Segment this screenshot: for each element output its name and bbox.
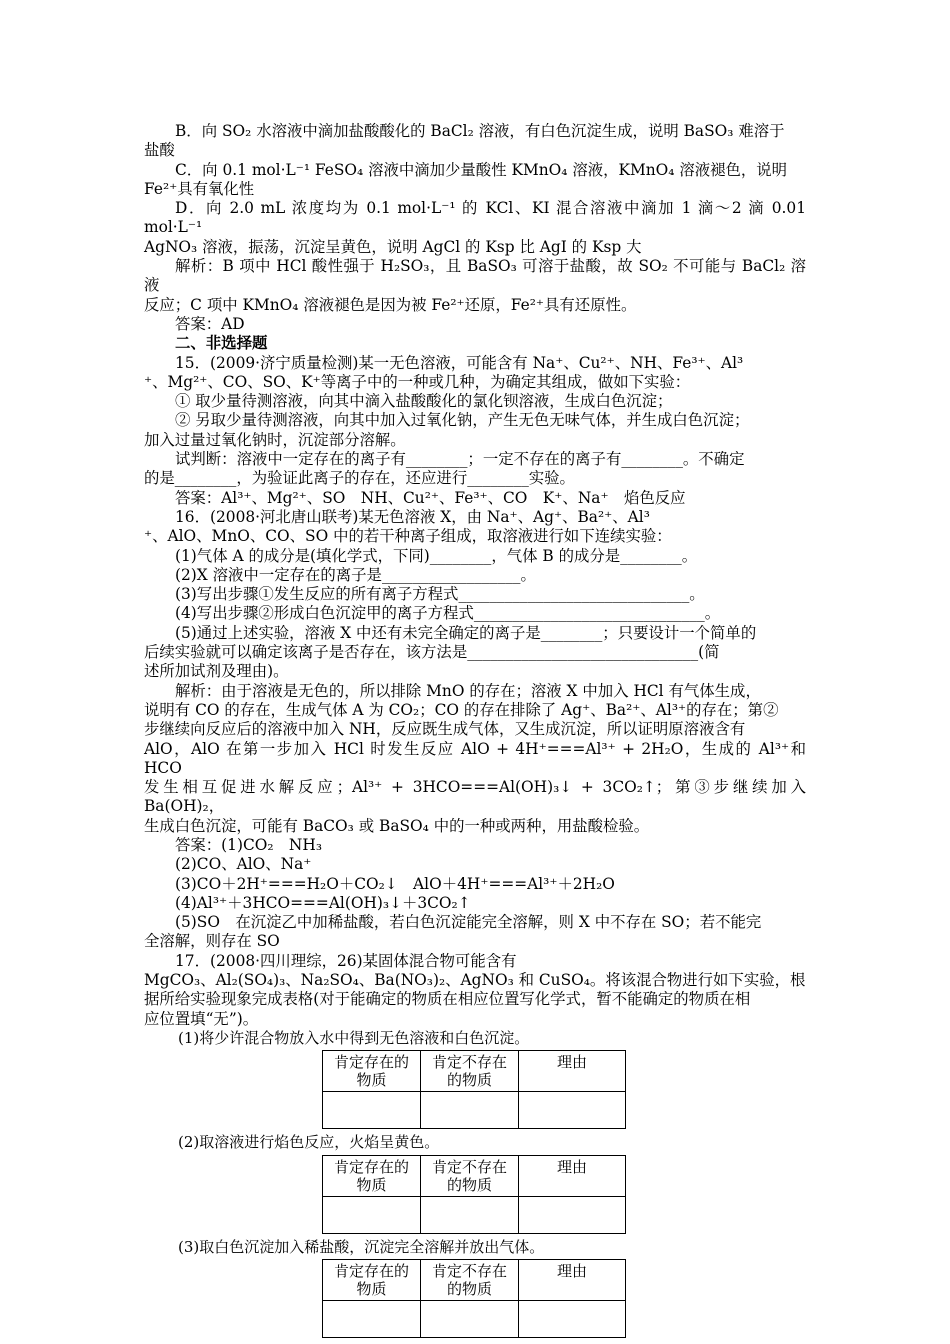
line-l20: ⁺、AlO、MnO、CO、SO 中的若干种离子组成，取溶液进行如下连续实验： (144, 527, 672, 546)
line-l22: (2)X 溶液中一定存在的离子是__________________。 (175, 565, 536, 584)
line-l19: 16．(2008·河北唐山联考)某无色溶液 X，由 Na⁺、Ag⁺、Ba²⁺、Al³ (175, 507, 650, 526)
answer-cell[interactable] (519, 1092, 626, 1129)
line-l37: (4)Al³⁺＋3HCO===Al(OH)₃↓＋3CO₂↑ (175, 893, 471, 912)
line-l01: B．向 SO₂ 水溶液中滴加盐酸酸化的 BaCl₂ 溶液，有白色沉淀生成，说明 BaSO₃ 难溶于 (175, 122, 785, 140)
line-l16: 试判断：溶液中一定存在的离子有________；一定不存在的离子有________。不确定 (175, 450, 745, 469)
header-must-not-exist: 肯定不存在的物质 (421, 1155, 519, 1196)
line-l32: 发生相互促进水解反应；Al³⁺ + 3HCO===Al(OH)₃↓ + 3CO₂↑；第③步继续加入 Ba(OH)₂， (144, 778, 806, 816)
header-reason: 理由 (519, 1051, 626, 1092)
line-l42: 据所给实验现象完成表格(对于能确定的物质在相应位置写化学式，暂不能确定的物质在相 (144, 990, 751, 1009)
line-l25: (5)通过上述实验，溶液 X 中还有未完全确定的离子是________；只要设计一个简单的 (175, 623, 757, 642)
answer-table (322, 1259, 626, 1338)
line-l18: 答案：Al³⁺、Mg²⁺、SO NH、Cu²⁺、Fe³⁺、CO K⁺、Na⁺ 焰色反应 (175, 488, 686, 507)
line-l26: 后续实验就可以确定该离子是否存在，该方法是______________________________(简 (144, 643, 720, 662)
answer-cell[interactable] (323, 1196, 421, 1233)
line-l30: 步继续向反应后的溶液中加入 NH，反应既生成气体，又生成沉淀，所以证明原溶液含有 (144, 720, 746, 739)
line-l14: ② 另取少量待测溶液，向其中加入过氧化钠，产生无色无味气体，并生成白色沉淀； (175, 411, 750, 430)
line-l36: (3)CO＋2H⁺===H₂O＋CO₂↓ AlO＋4H⁺===Al³⁺＋2H₂O (175, 874, 615, 893)
header-must-exist: 肯定存在的物质 (323, 1259, 421, 1300)
line-l23: (3)写出步骤①发生反应的所有离子方程式______________________________。 (175, 585, 705, 604)
line-l12: ⁺、Mg²⁺、CO、SO、K⁺等离子中的一种或几种，为确定其组成，做如下实验： (144, 372, 691, 391)
answer-cell[interactable] (323, 1092, 421, 1129)
line-l09: 答案：AD (175, 314, 245, 333)
line-l03: C．向 0.1 mol·L⁻¹ FeSO₄ 溶液中滴加少量酸性 KMnO₄ 溶液，KMnO₄ 溶液褪色，说明 (175, 160, 788, 179)
header-must-exist: 肯定存在的物质 (323, 1051, 421, 1092)
line-l10: 二、非选择题 (175, 334, 268, 353)
header-must-not-exist: 肯定不存在的物质 (421, 1259, 519, 1300)
line-l11: 15．(2009·济宁质量检测)某一无色溶液，可能含有 Na⁺、Cu²⁺、NH、Fe³⁺、Al³ (175, 353, 744, 372)
line-l27: 述所加试剂及理由)。 (144, 662, 289, 681)
line-l04: Fe²⁺具有氧化性 (144, 179, 255, 198)
header-must-exist: 肯定存在的物质 (323, 1155, 421, 1196)
answer-cell[interactable] (323, 1300, 421, 1337)
line-l07: 解析：B 项中 HCl 酸性强于 H₂SO₃，且 BaSO₃ 可溶于盐酸，故 SO₂ 不可能与 BaCl₂ 溶液 (144, 257, 806, 295)
line-l05: D．向 2.0 mL 浓度均为 0.1 mol·L⁻¹ 的 KCl、KI 混合溶液中滴加 1 滴～2 滴 0.01 mol·L⁻¹ (144, 199, 806, 237)
document-page (144, 122, 806, 1342)
line-l15: 加入过量过氧化钠时，沉淀部分溶解。 (144, 430, 406, 449)
line-l28: 解析：由于溶液是无色的，所以排除 MnO 的存在；溶液 X 中加入 HCl 有气体生成， (175, 681, 761, 700)
line-l34: 答案：(1)CO₂ NH₃ (175, 835, 322, 854)
answer-cell[interactable] (421, 1196, 519, 1233)
experiment-caption: (1)将少许混合物放入水中得到无色溶液和白色沉淀。 (178, 1028, 530, 1047)
line-l38: (5)SO 在沉淀乙中加稀盐酸，若白色沉淀能完全溶解，则 X 中不存在 SO；若不能完 (175, 913, 762, 932)
line-l31: AlO，AlO 在第一步加入 HCl 时发生反应 AlO + 4H⁺===Al³⁺ + 2H₂O，生成的 Al³⁺和 HCO (144, 739, 806, 777)
line-l33: 生成白色沉淀，可能有 BaCO₃ 或 BaSO₄ 中的一种或两种，用盐酸检验。 (144, 816, 650, 835)
line-l13: ① 取少量待测溶液，向其中滴入盐酸酸化的氯化钡溶液，生成白色沉淀； (175, 392, 673, 411)
line-l08: 反应；C 项中 KMnO₄ 溶液褪色是因为被 Fe²⁺还原，Fe²⁺具有还原性。 (144, 295, 637, 314)
answer-cell[interactable] (421, 1300, 519, 1337)
experiment-caption: (2)取溶液进行焰色反应，火焰呈黄色。 (178, 1133, 440, 1152)
experiment-caption: (3)取白色沉淀加入稀盐酸，沉淀完全溶解并放出气体。 (178, 1237, 545, 1256)
line-l21: (1)气体 A 的成分是(填化学式，下同)________，气体 B 的成分是________。 (175, 546, 698, 565)
answer-cell[interactable] (421, 1092, 519, 1129)
line-l35: (2)CO、AlO、Na⁺ (175, 855, 312, 874)
answer-cell[interactable] (519, 1196, 626, 1233)
line-l40: 17．(2008·四川理综，26)某固体混合物可能含有 (175, 951, 517, 970)
line-l02: 盐酸 (144, 141, 175, 160)
answer-table (322, 1155, 626, 1234)
answer-cell[interactable] (519, 1300, 626, 1337)
line-l24: (4)写出步骤②形成白色沉淀甲的离子方程式______________________________。 (175, 604, 721, 623)
line-l06: AgNO₃ 溶液，振荡，沉淀呈黄色，说明 AgCl 的 Ksp 比 AgI 的 Ksp 大 (144, 237, 642, 256)
header-must-not-exist: 肯定不存在的物质 (421, 1051, 519, 1092)
line-l29: 说明有 CO 的存在，生成气体 A 为 CO₂；CO 的存在排除了 Ag⁺、Ba²⁺、Al³⁺的存在；第② (144, 700, 779, 719)
line-l43: 应位置填“无”)。 (144, 1009, 259, 1028)
line-l17: 的是________，为验证此离子的存在，还应进行________实验。 (144, 469, 575, 488)
answer-table (322, 1050, 626, 1129)
line-l41: MgCO₃、Al₂(SO₄)₃、Na₂SO₄、Ba(NO₃)₂、AgNO₃ 和 CuSO₄。将该混合物进行如下实验，根 (144, 971, 806, 990)
header-reason: 理由 (519, 1259, 626, 1300)
line-l39: 全溶解，则存在 SO (144, 932, 280, 951)
header-reason: 理由 (519, 1155, 626, 1196)
